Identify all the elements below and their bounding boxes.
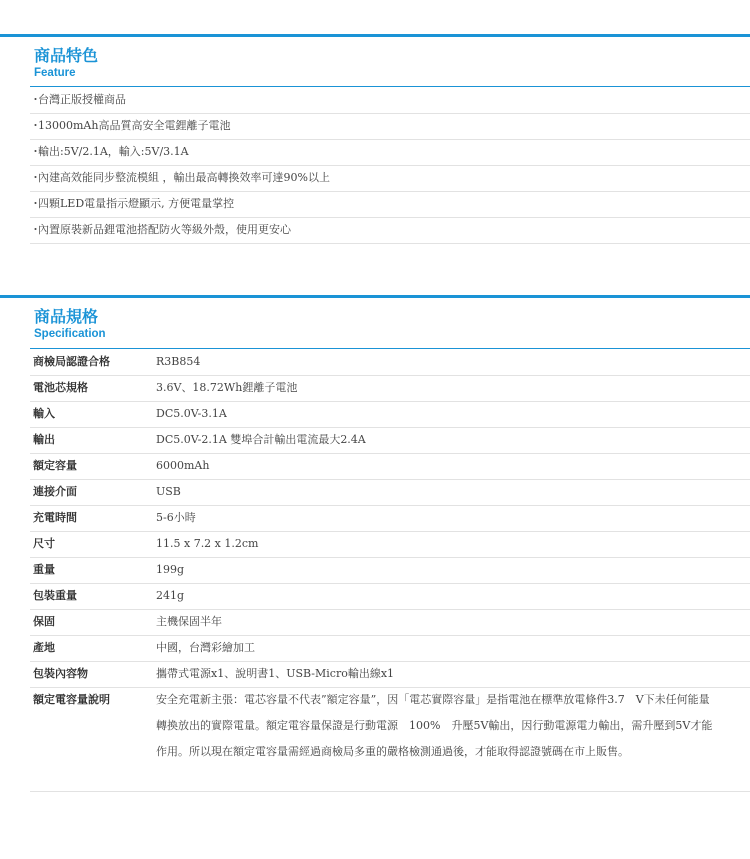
- spec-label: 產地: [33, 641, 55, 654]
- spec-title: 商品規格: [34, 307, 99, 326]
- bullet-icon: ・: [30, 145, 41, 158]
- feature-item: [30, 87, 750, 113]
- spec-row: [30, 609, 750, 635]
- spec-label: 尺寸: [33, 537, 55, 550]
- bullet-icon: ・: [30, 197, 41, 210]
- feature-item: [30, 113, 750, 139]
- spec-divider: [30, 791, 750, 792]
- spec-value: 6000mAh: [156, 459, 210, 472]
- feature-item-text: 內置原裝新品鋰電池搭配防火等級外殼，使用更安心: [38, 223, 291, 236]
- spec-label: 商檢局認證合格: [33, 355, 110, 368]
- spec-label: 包裝內容物: [33, 667, 88, 680]
- spec-label: 額定電容量說明: [33, 693, 110, 706]
- features-top-rule: [0, 34, 750, 37]
- spec-top-rule: [0, 295, 750, 298]
- spec-value: 241g: [156, 589, 185, 602]
- feature-item: [30, 165, 750, 191]
- spec-row: [30, 349, 750, 375]
- spec-row: [30, 505, 750, 531]
- spec-section: [0, 295, 750, 805]
- spec-label: 電池芯規格: [33, 381, 88, 394]
- features-subtitle: Feature: [34, 67, 76, 79]
- spec-value: 3.6V、18.72Wh鋰離子電池: [156, 381, 298, 394]
- spec-value: R3B854: [156, 355, 201, 368]
- spec-label: 重量: [33, 563, 55, 576]
- feature-item-text: 輸出:5V/2.1A，輸入:5V/3.1A: [38, 145, 189, 158]
- features-section: [0, 34, 750, 264]
- spec-label: 額定容量: [33, 459, 77, 472]
- spec-row: [30, 687, 750, 791]
- spec-row: [30, 375, 750, 401]
- spec-row: [30, 635, 750, 661]
- bullet-icon: ・: [30, 223, 41, 236]
- spec-value: USB: [156, 485, 181, 498]
- feature-item-text: 內建高效能同步整流模組 ，輸出最高轉換效率可達90%以上: [38, 171, 330, 184]
- spec-label: 保固: [33, 615, 55, 628]
- feature-item-text: 四顆LED電量指示燈顯示, 方便電量掌控: [38, 197, 235, 210]
- spec-value: DC5.0V-3.1A: [156, 407, 227, 420]
- spec-row: [30, 661, 750, 687]
- spec-row: [30, 401, 750, 427]
- feature-item: [30, 191, 750, 217]
- bullet-icon: ・: [30, 119, 41, 132]
- bullet-icon: ・: [30, 93, 41, 106]
- spec-label: 輸入: [33, 407, 55, 420]
- spec-row: [30, 583, 750, 609]
- spec-row: [30, 557, 750, 583]
- spec-label: 連接介面: [33, 485, 77, 498]
- features-title: 商品特色: [34, 46, 99, 65]
- spec-value: 中國，台灣彩繪加工: [156, 641, 255, 654]
- spec-subtitle: Specification: [34, 328, 106, 340]
- spec-row: [30, 479, 750, 505]
- spec-value: 5-6小時: [156, 511, 196, 524]
- spec-value: 199g: [156, 563, 185, 576]
- spec-value: 攜帶式電源x1、說明書1、USB-Micro輸出線x1: [156, 667, 395, 680]
- spec-label: 包裝重量: [33, 589, 77, 602]
- feature-item-text: 13000mAh高品質高安全電鋰離子電池: [38, 119, 231, 132]
- spec-value: 安全充電新主張：電芯容量不代表”額定容量”，因「電芯實際容量」是指電池在標準放電條件3.7 V下未任何能量轉換放出的實際電量。額定電容量保證是行動電源 100% 升壓5V輸出，因行動電源電力輸出，需升壓到5V才能作用。所以現在額定電容量需經過商檢局多重的嚴格檢測通過後，才能取得認證號碼在市上販售。: [156, 693, 713, 758]
- spec-value: 11.5 x 7.2 x 1.2cm: [156, 537, 259, 550]
- spec-row: [30, 531, 750, 557]
- spec-row: [30, 427, 750, 453]
- bullet-icon: ・: [30, 171, 41, 184]
- feature-divider: [30, 243, 750, 244]
- spec-value: DC5.0V-2.1A 雙埠合計輸出電流最大2.4A: [156, 433, 366, 446]
- feature-item-text: 台灣正版授權商品: [38, 93, 126, 106]
- feature-item: [30, 139, 750, 165]
- spec-row: [30, 453, 750, 479]
- spec-label: 充電時間: [33, 511, 77, 524]
- spec-label: 輸出: [33, 433, 55, 446]
- feature-item: [30, 217, 750, 243]
- spec-value: 主機保固半年: [156, 615, 222, 628]
